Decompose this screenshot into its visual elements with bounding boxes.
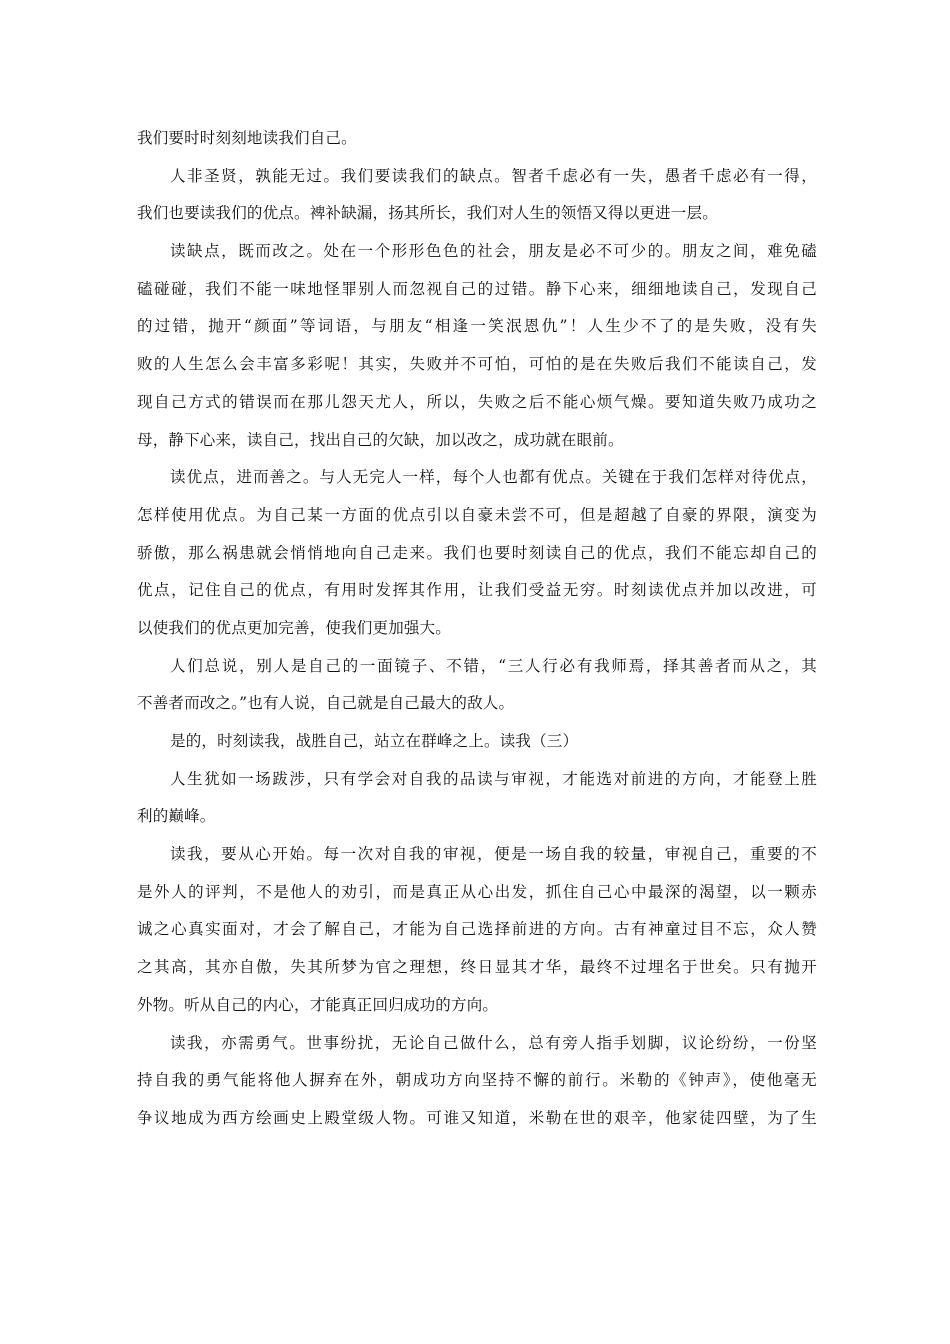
text-line: 人生犹如一场跋涉，只有学会对自我的品读与审视，才能选对前进的方向，才能登上胜 [170, 769, 817, 788]
text-line: 现自己方式的错误而在那儿怨天尤人，所以，失败之后不能心烦气燥。要知道失败乃成功之 [137, 392, 817, 411]
text-line: 读我，要从心开始。每一次对自我的审视，便是一场自我的较量，审视自己，重要的不 [170, 845, 817, 864]
text-line: 是外人的评判，不是他人的劝引，而是真正从心出发，抓住自己心中最深的渴望，以一颗赤 [137, 882, 817, 901]
text-line: 不善者而改之。”也有人说，自己就是自己最大的敌人。 [137, 694, 515, 713]
text-line: 的过错，抛开“颜面”等词语，与朋友“相逢一笑泯恩仇”！人生少不了的是失败，没有失 [137, 317, 817, 336]
text-line: 磕碰碰，我们不能一味地怪罪别人而忽视自己的过错。静下心来，细细地读自己，发现自己 [137, 279, 817, 298]
text-line: 人非圣贤，孰能无过。我们要读我们的缺点。智者千虑必有一失，愚者千虑必有一得， [170, 166, 817, 185]
body-text [137, 120, 817, 1138]
text-line: 争议地成为西方绘画史上殿堂级人物。可谁又知道，米勒在世的艰辛，他家徒四壁，为了生 [137, 1108, 817, 1127]
text-line: 以使我们的优点更加完善，使我们更加强大。 [137, 618, 452, 637]
text-line: 我们也要读我们的优点。裨补缺漏，扬其所长，我们对人生的领悟又得以更进一层。 [137, 204, 718, 223]
text-line: 外物。听从自己的内心，才能真正回归成功的方向。 [137, 995, 499, 1014]
text-line: 人们总说，别人是自己的一面镜子、不错，“三人行必有我师焉，择其善者而从之，其 [170, 656, 817, 675]
text-line: 母，静下心来，读自己，找出自己的欠缺，加以改之，成功就在眼前。 [137, 430, 624, 449]
text-line: 诚之心真实面对，才会了解自己，才能为自己选择前进的方向。古有神童过目不忘，众人赞 [137, 920, 817, 939]
text-line: 我们要时时刻刻地读我们自己。 [137, 129, 357, 147]
text-line: 利的巅峰。 [137, 807, 216, 826]
text-line: 之其高，其亦自傲，失其所梦为官之理想，终日显其才华，最终不过埋名于世矣。只有抛开 [137, 958, 817, 977]
text-line: 优点，记住自己的优点，有用时发挥其作用，让我们受益无穷。时刻读优点并加以改进，可 [137, 581, 817, 600]
text-line: 是的，时刻读我，战胜自己，站立在群峰之上。读我（三） [170, 732, 579, 750]
text-line: 读我，亦需勇气。世事纷扰，无论自己做什么，总有旁人指手划脚，议论纷纷，一份坚 [170, 1033, 817, 1052]
text-line: 怎样使用优点。为自己某一方面的优点引以自豪未尝不可，但是超越了自豪的界限，演变为 [137, 505, 817, 524]
text-line: 骄傲，那么祸患就会悄悄地向自己走来。我们也要时刻读自己的优点，我们不能忘却自己的 [137, 543, 817, 562]
text-line: 败的人生怎么会丰富多彩呢！其实，失败并不可怕，可怕的是在失败后我们不能读自己，发 [137, 355, 817, 374]
text-line: 读缺点，既而改之。处在一个形形色色的社会，朋友是必不可少的。朋友之间，难免磕 [170, 242, 817, 261]
text-line: 读优点，进而善之。与人无完人一样，每个人也都有优点。关键在于我们怎样对待优点， [170, 468, 817, 487]
text-line: 持自我的勇气能将他人摒弃在外，朝成功方向坚持不懈的前行。米勒的《钟声》，使他毫无 [137, 1071, 817, 1090]
